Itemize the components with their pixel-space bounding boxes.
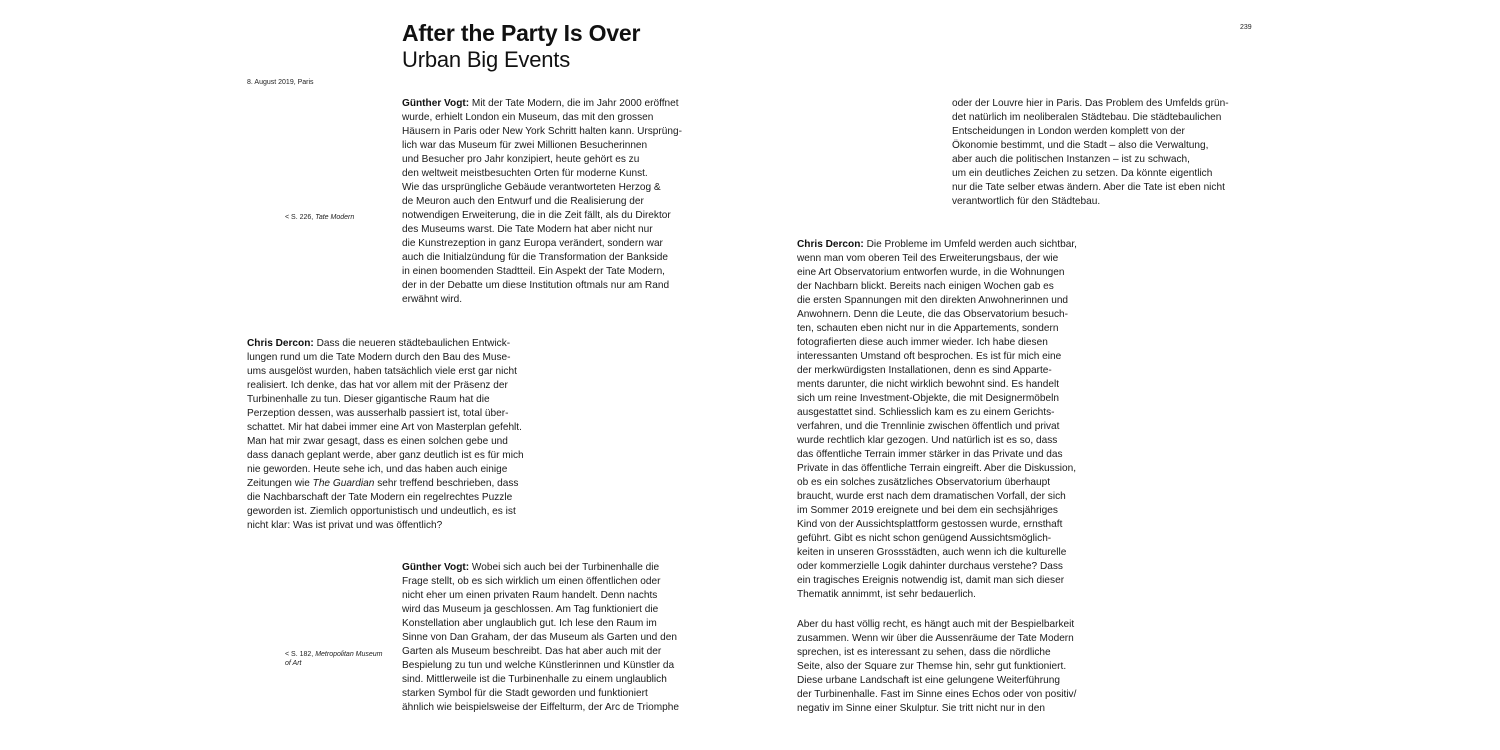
page-number: 239 (1240, 24, 1252, 31)
paragraph-vogt-2 (402, 561, 712, 715)
speaker-name: Chris Dercon: (797, 239, 864, 250)
margin-note-title: Tate Modern (315, 214, 355, 221)
paragraph-text: oder der Louvre hier in Paris. Das Problem des Umfelds grün- det natürlich im neoliberalen Städtebau. Die städtebaulichen Entscheidungen in London werden komplett von der Ökonomie bestimmt, und die Stadt – also die Verwaltung, aber auch die politischen Instanzen – ist zu schwach, um ein deutliches Zeichen zu setzen. Da könnte eigentlich nur die Tate selber etwas ändern. Aber die Tate ist eben nicht verantwortlich für den Städtebau. (952, 98, 1229, 207)
page-title: After the Party Is Over (402, 20, 641, 46)
paragraph-dercon-1 (247, 337, 557, 533)
margin-note-arrow: < (285, 651, 290, 658)
paragraph-text: sehr treffend beschrieben, dass die Nachbarschaft der Tate Modern ein regelrechtes Puzzle geworden ist. Ziemlich opportunistisch und undeutlich, es ist nicht klar: Was ist privat und was öffentlich? (247, 478, 519, 531)
paragraph-text: Aber du hast völlig recht, es hängt auch mit der Bespielbarkeit zusammen. Wenn wir über die Aussenräume der Tate Modern sprechen, ist es interessant zu sehen, dass die nördliche Seite, also der Square zur Themse hin, sehr gut funktioniert. Diese urbane Landschaft ist eine gelungene Weiterführung der Turbinenhalle. Fast im Sinne eines Echos oder von positiv/ negativ im Sinne einer Skulptur. Sie tritt nicht nur in den (797, 619, 1077, 714)
page-subtitle: Urban Big Events (402, 47, 570, 72)
date-place: 8. August 2019, Paris (247, 79, 314, 86)
speaker-name: Chris Dercon: (247, 338, 314, 349)
paragraph-text: Dass die neueren städtebaulichen Entwick- lungen rund um die Tate Modern durch den Bau des Muse- ums ausgelöst wurden, haben tatsächlich viele erst gar nicht realisiert. Ich denke, das hat vor allem mit der Präsenz der Turbinenhalle zu tun. Dieser gigantische Raum hat die Perzeption dessen, was ausserhalb passiert ist, total über- schattet. Mir hat dabei immer eine Art von Masterplan gefehlt. Man hat mir zwar gesagt, dass es einen solchen gebe und dass danach geplant werde, aber ganz deutlich ist es für mich nie geworden. Heute sehe ich, und das haben auch einige Zeitungen wie (247, 338, 524, 489)
margin-note-ref: S. 182, (291, 651, 314, 658)
margin-note-tate-modern (285, 213, 354, 222)
paragraph-vogt-1 (402, 97, 712, 307)
publication-title: The Guardian (312, 478, 375, 489)
margin-note-title: Metropolitan Museum of Art (285, 651, 383, 667)
paragraph-vogt-2-continued (952, 97, 1262, 209)
paragraph-dercon-3 (797, 618, 1107, 716)
speaker-name: Günther Vogt: (402, 98, 470, 109)
margin-note-ref: S. 226, (291, 214, 314, 221)
paragraph-text: Mit der Tate Modern, die im Jahr 2000 eröffnet wurde, erhielt London ein Museum, das mit den grossen Häusern in Paris oder New York Schritt halten kann. Ursprüng- lich war das Museum für zwei Millionen Besucherinnen und Besucher pro Jahr konzipiert, heute gehört es zu den weltweit meistbesuchten Orten für moderne Kunst. Wie das ursprüngliche Gebäude verantworteten Herzog & de Meuron auch den Entwurf und die Realisierung der notwendigen Erweiterung, die in die Zeit fällt, als du Direktor des Museums warst. Die Tate Modern hat aber nicht nur die Kunstrezeption in ganz Europa verändert, sondern war auch die Initialzündung für die Transformation der Bankside in einen boomenden Stadtteil. Ein Aspekt der Tate Modern, der in der Debatte um diese Institution oftmals nur am Rand erwähnt wird. (402, 98, 682, 305)
margin-note-arrow: < (285, 214, 290, 221)
paragraph-dercon-2 (797, 238, 1107, 602)
paragraph-text: Die Probleme im Umfeld werden auch sichtbar, wenn man vom oberen Teil des Erweiterungsbaus, der wie eine Art Observatorium entworfen wurde, in die Wohnungen der Nachbarn blickt. Bereits nach einigen Wochen gab es die ersten Spannungen mit den direkten Anwohnerinnen und Anwohnern. Denn die Leute, die das Observatorium besuch- ten, schauten eben nicht nur in die Appartements, sondern fotografierten diese auch immer wieder. Ich habe diesen interessanten Umstand oft besprochen. Es ist für mich eine der merkwürdigsten Installationen, denn es sind Apparte- ments darunter, die nicht wirklich bewohnt sind. Es handelt sich um reine Investment-Objekte, die mit Designermöbeln ausgestattet sind. Schliesslich kam es zu einem Gerichts- verfahren, und die Trennlinie zwischen öffentlich und privat wurde rechtlich klar gezogen. Und natürlich ist es so, dass das öffentliche Terrain immer stärker in das Private und das Private in das öffentliche Terrain eingreift. Aber die Diskussion, ob es ein solches zusätzliches Observatorium überhaupt braucht, wurde erst nach dem dramatischen Vorfall, der sich im Sommer 2019 ereignete und bei dem ein sechsjähriges Kind von der Aussichtsplattform gestossen wurde, ernsthaft geführt. Gibt es nicht schon genügend Aussichtsmöglich- keiten in unseren Grossstädten, auch wenn ich die kulturelle oder kommerzielle Logik dahinter durchaus verstehe? Dass ein tragisches Ereignis notwendig ist, damit man sich dieser Thematik annimmt, ist sehr bedauerlich. (797, 239, 1077, 600)
margin-note-metropolitan (285, 650, 385, 668)
paragraph-text: Wobei sich auch bei der Turbinenhalle die Frage stellt, ob es sich wirklich um einen öffentlichen oder nicht eher um einen privaten Raum handelt. Denn nachts wird das Museum ja geschlossen. Am Tag funktioniert die Konstellation aber unglaublich gut. Ich lese den Raum im Sinne von Dan Graham, der das Museum als Garten und den Garten als Museum beschreibt. Das hat aber auch mit der Bespielung zu tun und welche Künstlerinnen und Künstler da sind. Mittlerweile ist die Turbinenhalle zu einem unglaublich starken Symbol für die Stadt geworden und funktioniert ähnlich wie beispielsweise der Eiffelturm, der Arc de Triomphe (402, 562, 679, 713)
speaker-name: Günther Vogt: (402, 562, 470, 573)
